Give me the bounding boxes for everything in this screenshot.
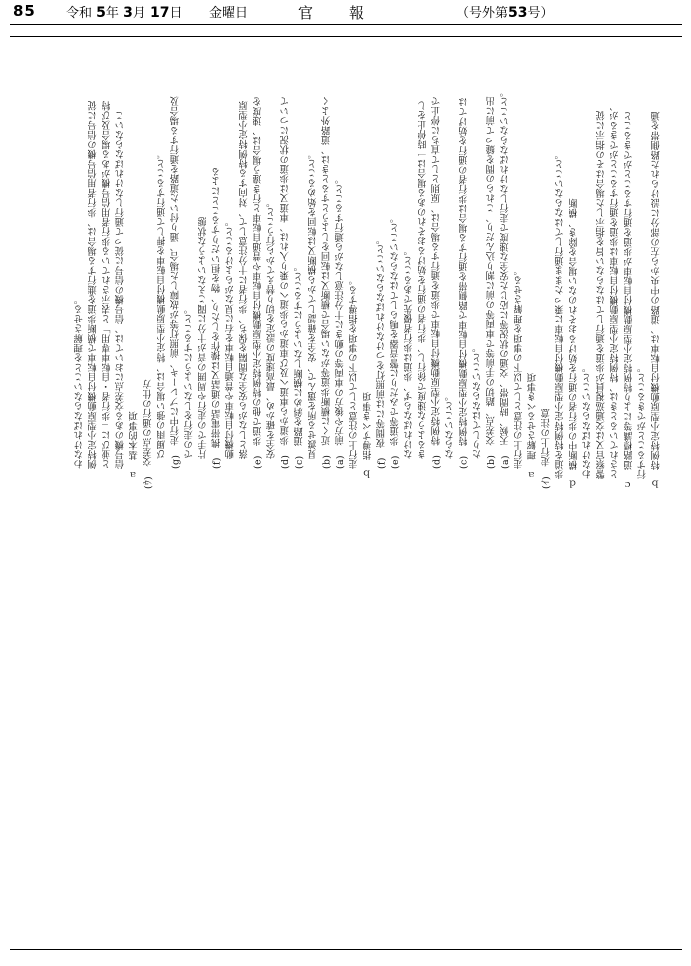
text-line: (e) 歩道で他の特例特定小型原動機付自転車や普通自転車と行き違う場合は、速度を [252, 96, 264, 469]
text-line: たりしてはならないこと。 [472, 342, 484, 459]
text-line: 落としながら安全な間隔を保ち、歩行者に十分注意して、対向する特例特定小型原 [238, 100, 250, 459]
era: 令和 [66, 6, 93, 21]
text-line: 例特定小型原動機付自転車で横断歩道を進行する場合は、歩行者用信号機の信号に従 [87, 100, 99, 469]
text-line: (e) 歩道等でみだりに警音器を鳴らしてはならないこと。 [390, 212, 402, 469]
text-line: ｂ 特例特定小型原動機付自転車は、道路の中央から左の部分に設けられた路側帯を通 [651, 111, 662, 489]
text-line: (d) 歩道から車道へ及び車道から歩道への乗り入れは、車道又は歩道の状況について [280, 96, 292, 469]
body-text-block [74, 79, 662, 489]
text-line: び風雨の強い場合は、特定小型原動機付自転車を押して通行すること。 [156, 148, 168, 459]
page-number: 85 [13, 2, 36, 20]
text-line: ａ 基本的事項 [129, 411, 141, 479]
gazette-title: 官 報 [298, 4, 367, 22]
text-line: (ｳ) 交差点の通行の仕方 [142, 379, 154, 489]
gazette-header [0, 0, 691, 24]
text-line: 行することができること。 [637, 362, 649, 479]
text-line: での走行をしないようにすること。 [184, 303, 196, 459]
day: 17 [149, 5, 170, 21]
text-line: なければならず、歩道は歩行者優先であること。 [403, 245, 415, 459]
special-close: 号） [527, 6, 554, 21]
text-line: (b) 交差点、踏切の手前等で車両等の前に割り込んだり、これらの間を縫って前に出 [486, 96, 498, 469]
text-line: ａ 理解させるべき事項 [527, 372, 539, 479]
text-line: と並びに「歩行者・自転車専用」と表示されている歩行者用信号機がある場合及び特 [101, 100, 113, 469]
header-rule-secondary [10, 36, 682, 37]
year-unit: 年 [105, 6, 119, 21]
text-line: 片手での走行や周囲の音が十分に聞こえないような状態 [197, 216, 209, 459]
text-line: (ｲ) 走行上の注意 [541, 408, 553, 489]
text-line: ｃ 道路標識等により特例特定小型原動機付自転車が歩道を通行することができること [623, 111, 635, 489]
text-line: ｂ 指導すべき事項 [362, 391, 374, 479]
text-line: ｄ 横断中の歩行者の通行を妨げるおそれのない場合を除き、横断 [568, 198, 580, 489]
text-line: 走行上の注意として以下の事項を理解させる。 [513, 265, 525, 469]
text-line: (d) 特例特定小型原動機付自転車で歩道を通行する場合は、原則として直ちに停止で [431, 96, 443, 469]
footer-rule [10, 949, 682, 950]
text-line: ならないこと。 [444, 391, 456, 459]
text-line: わなければならないこと。 [582, 362, 594, 479]
text-line: 信号機のある交差点においては、信号機の信号に従って通行しなければならないこ [115, 110, 127, 469]
weekday: 金曜日 [209, 6, 249, 21]
text-line: 見渡せる所を選んで、安全を確認してから横断又は転回を始めること。 [307, 148, 319, 459]
header-rule [10, 24, 682, 25]
text-line: (c) 道路を斜めに横断しないようにすること。 [293, 261, 305, 469]
text-line: 走行上の注意として以下の事項を指導する。 [348, 275, 360, 469]
text-line: 動機付自転車や普通自転車を右に見ながらよけること。 [225, 216, 237, 459]
issue-date [66, 2, 182, 21]
year: 5 [96, 5, 106, 21]
text-line: (c) 特例特定小型原動機付自転車で路側帯を通行する場合は歩行者の通行を妨げては [458, 97, 470, 469]
text-line: (a) 前方や後方の車両等の動きに十分注意しながら通行すること。 [335, 174, 347, 469]
special-open: （号外第 [456, 6, 509, 21]
text-line: (g) 走行中にブレーキ、前照灯等が故障した場合、通り付いた道路を通行する場合及 [170, 96, 182, 469]
text-line: 歩道を特例特定小型原動機付自転車に乗ったまま通行してはならないこと。 [554, 149, 566, 479]
month-unit: 月 [132, 6, 146, 21]
text-line: (a) 天候、時間帯、交通の状況等に応じた安全な速度で走行しなければならないこと。 [499, 86, 511, 469]
day-unit: 日 [169, 6, 183, 21]
special-issue-number [456, 2, 554, 21]
text-line: (f) 夜間等には前照灯をつけなければならないこと。 [376, 234, 388, 469]
text-line: 警察官又は交通巡視員が歩道を通行してはならない旨を指示した場合はその指示に従 [596, 110, 608, 479]
text-line: 安全を確かめ、最高速度の設定を切り替えてから行うこと。 [266, 197, 278, 459]
text-line: (f) 携帯電話の通話又は操作をしたり、物を担いだりすることによる [211, 166, 223, 469]
text-line: (b) 近くに横断歩道等がない場合で横断又は転回をしようとするときは、道路外よく [321, 96, 333, 469]
text-line: わなければならないことを理解させる。 [74, 294, 86, 469]
text-line: きるような速度で徐行し、歩行者の通行を妨げるおそれのある場合は一時停止をし [417, 100, 429, 459]
special-number: 53 [508, 5, 528, 21]
month: 3 [123, 5, 133, 21]
text-line: とされているときは、特例特定小型原動機付自転車は歩道を通行することができるが、 [609, 101, 621, 479]
